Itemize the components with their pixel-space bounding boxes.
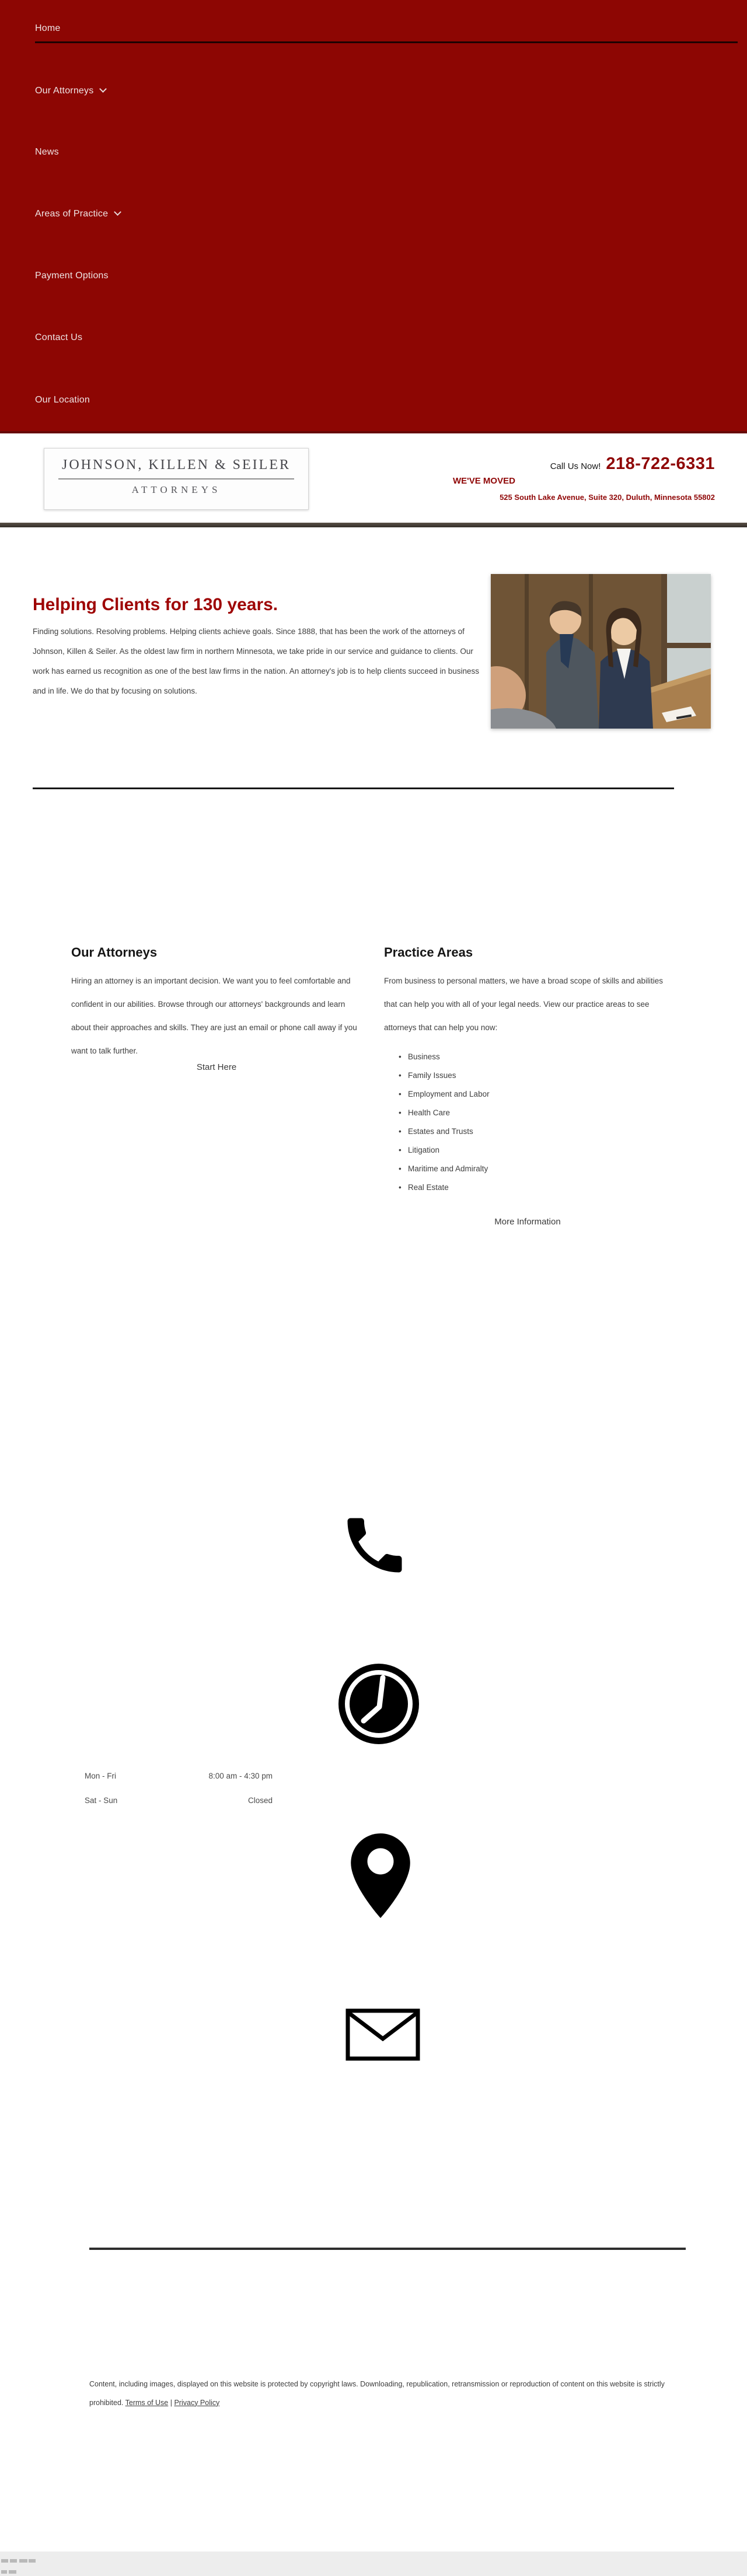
nav-item-label: Our Attorneys [35, 86, 94, 96]
nav-item-our-location[interactable]: Our Location [35, 395, 90, 405]
office-address: 525 South Lake Avenue, Suite 320, Duluth, Minnesota 55802 [500, 493, 715, 502]
nav-item-home[interactable]: Home [35, 23, 61, 33]
link-separator: | [168, 2398, 174, 2407]
copyright-notice [89, 2375, 696, 2412]
hours-row [85, 1769, 273, 1793]
nav-item-label: Areas of Practice [35, 209, 109, 219]
our-attorneys-heading: Our Attorneys [71, 945, 158, 960]
tiny-footer-link-placeholder [9, 2570, 16, 2574]
more-information-link[interactable]: More Information [494, 1217, 561, 1227]
header-bottom-bar [0, 523, 747, 527]
bottom-gray-band [0, 2552, 747, 2576]
privacy-policy-link[interactable]: Privacy Policy [174, 2398, 220, 2407]
phone-number-link[interactable]: 218-722-6331 [606, 454, 715, 473]
map-pin-icon [350, 1833, 411, 1921]
chevron-down-icon [100, 85, 107, 93]
call-now-label: Call Us Now! [550, 461, 601, 471]
tiny-footer-link-placeholder [19, 2559, 27, 2563]
logo-divider [58, 478, 294, 480]
list-item: • Employment and Labor [399, 1088, 490, 1107]
hours-time: 8:00 am - 4:30 pm [208, 1772, 273, 1780]
chevron-down-icon [114, 208, 121, 216]
hours-days: Sat - Sun [85, 1796, 118, 1805]
our-attorneys-paragraph: Hiring an attorney is an important decision. We want you to feel comfortable and confident in our abilities. Browse through our attorneys' backgrounds and learn about their approaches and skills. They are just an email or phone call away if you want to talk further. [71, 976, 357, 1055]
practice-areas-paragraph: From business to personal matters, we have a broad scope of skills and abilities that can help you with all of your legal needs. View our practice areas to see attorneys that can help you now: [384, 976, 663, 1032]
tiny-footer-link-placeholder [1, 2559, 8, 2563]
list-item: • Maritime and Admiralty [399, 1163, 490, 1182]
nav-item-news[interactable]: News [35, 147, 59, 157]
hours-days: Mon - Fri [85, 1772, 116, 1780]
nav-item-payment-options[interactable]: Payment Options [35, 271, 109, 281]
active-nav-underline [35, 41, 738, 43]
firm-logo[interactable] [44, 448, 309, 510]
hours-time: Closed [247, 1796, 273, 1805]
list-item: • Family Issues [399, 1070, 490, 1088]
list-item: • Business [399, 1051, 490, 1070]
list-item: • Estates and Trusts [399, 1126, 490, 1144]
attorneys-photo [491, 574, 711, 729]
list-item: • Litigation [399, 1144, 490, 1163]
practice-areas-list [399, 1051, 490, 1200]
logo-firm-name: JOHNSON, KILLEN & SEILER [62, 457, 291, 473]
call-now-row [550, 454, 715, 474]
clock-icon [337, 1662, 421, 1749]
phone-handset-icon [338, 1509, 411, 1584]
list-item: • Health Care [399, 1107, 490, 1126]
intro-paragraph: Finding solutions. Resolving problems. Helping clients achieve goals. Since 1888, that has been the work of the attorneys of Johnson, Killen & Seiler. As the oldest law firm in northern Minnesota, we take pride in our service and guidance to clients. Our work has earned us recognition as one of the best law firms in the nation. An attorney's job is to help clients succeed in business and in life. We do that by focusing on solutions. [33, 626, 480, 695]
office-hours-table [85, 1769, 273, 1818]
envelope-icon [345, 2008, 420, 2064]
page-title: Helping Clients for 130 years. [33, 595, 278, 615]
hours-row [85, 1793, 273, 1818]
logo-subtitle: ATTORNEYS [131, 484, 221, 495]
section-divider [33, 788, 674, 789]
tiny-footer-link-placeholder [10, 2559, 17, 2563]
practice-areas-heading: Practice Areas [384, 945, 473, 960]
nav-item-contact-us[interactable]: Contact Us [35, 332, 83, 342]
list-item: • Real Estate [399, 1182, 490, 1200]
nav-item-our-attorneys[interactable] [35, 86, 106, 96]
copyright-text: Content, including images, displayed on this website is protected by copyright laws. Downloading, republication, retransmission or reproduction of content on this website is strictly prohibited. [89, 2379, 665, 2407]
main-nav [0, 0, 747, 433]
terms-of-use-link[interactable]: Terms of Use [125, 2398, 169, 2407]
site-header [0, 433, 747, 523]
nav-item-areas-of-practice[interactable] [35, 209, 120, 219]
footer-divider [89, 2248, 686, 2250]
tiny-footer-link-placeholder [1, 2570, 7, 2574]
tiny-footer-link-placeholder [29, 2559, 36, 2563]
start-here-link[interactable]: Start Here [196, 1062, 237, 1072]
moved-notice: WE'VE MOVED [453, 476, 515, 486]
